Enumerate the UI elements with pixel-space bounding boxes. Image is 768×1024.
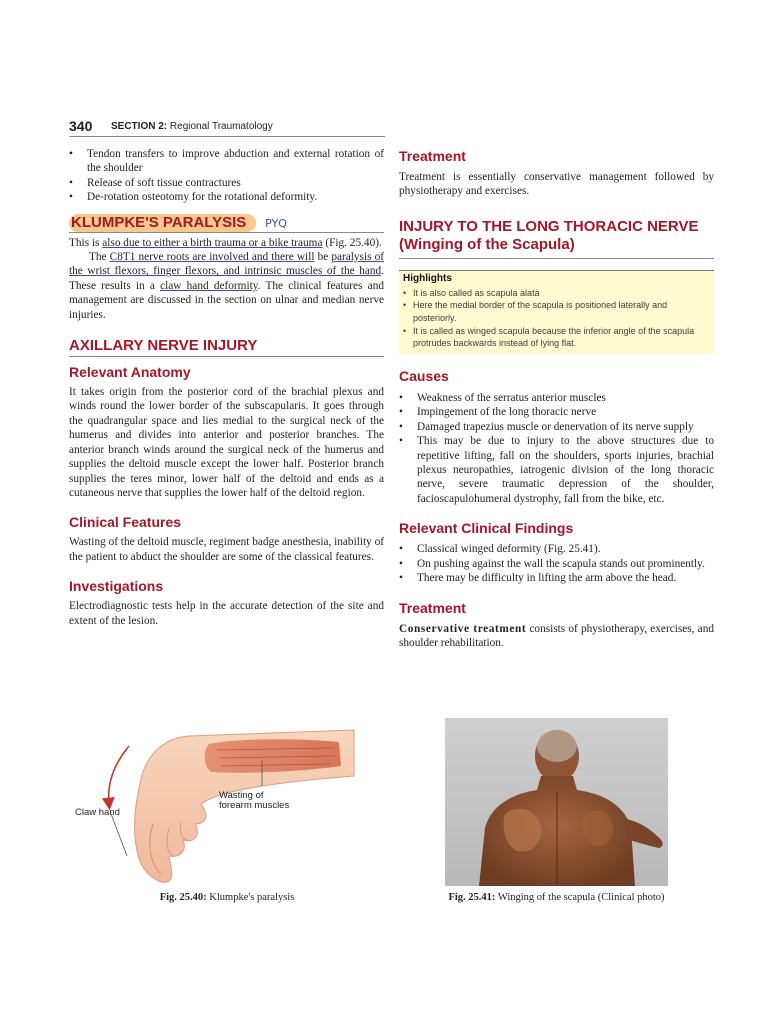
list-item: • Impingement of the long thoracic nerve	[399, 405, 714, 419]
treatment-paragraph: Treatment is essentially conservative management followed by physiotherapy and exercises.	[399, 171, 714, 198]
klumpke-paragraph-1: This is also due to either a birth trauma or a bike trauma (Fig. 25.40).	[69, 236, 382, 249]
highlights-list	[403, 287, 710, 351]
list-item: • This may be due to injury to the above structures due to repetitive lifting, fall on the shoulders, sports injuries, brachial plexus neuropathies, iatrogenic division of the long thoracic nerve, severe traumatic depression of the shoulder, facioscapulohumeral dystrophy, fall from the bike, etc.	[399, 434, 714, 506]
list-item: • Tendon transfers to improve abduction and external rotation of the shoulder	[69, 147, 384, 176]
axillary-heading: AXILLARY NERVE INJURY	[69, 337, 384, 357]
causes-list	[399, 391, 714, 506]
klumpke-paragraph-2: The C8T1 nerve roots are involved and there will be paralysis of the wrist flexors, finger flexors, and intrinsic muscles of the hand. These results in a claw hand deformity. The clinical features and management are discussed in the section on ulnar and median nerve injuries.	[69, 251, 384, 321]
klumpke-heading: KLUMPKE'S PARALYSIS	[71, 213, 247, 231]
intro-bullet-list	[69, 147, 384, 205]
page-number: 340	[69, 118, 93, 134]
findings-list	[399, 542, 714, 585]
causes-heading: Causes	[399, 368, 449, 385]
label-wasting-2: forearm muscles	[219, 800, 290, 811]
section-name: Regional Traumatology	[169, 121, 273, 132]
klumpke-hand-illustration	[69, 724, 389, 892]
list-item: • It is also called as scapula alata	[403, 287, 710, 300]
highlights-title: Highlights	[403, 272, 452, 284]
highlight-marker	[69, 214, 256, 232]
label-claw-hand: Claw hand	[75, 807, 120, 818]
anatomy-paragraph: It takes origin from the posterior cord of the brachial plexus and winds round the lower border of the subscapularis. It goes through the quadrangular space and lies medial to the surgical neck of the humerus and divides into anterior and posterior branches. The anterior branch winds around the surgical neck of the humerus and supplies the deltoid muscle except the lower half. Posterior branch supplies the teres minor, lower half of the deltoid and ends as a cutaneous nerve that supplies the lower half of the deltoid region.	[69, 386, 384, 499]
investigations-heading: Investigations	[69, 578, 164, 595]
list-item: • Classical winged deformity (Fig. 25.41).	[399, 542, 714, 556]
list-item: • Release of soft tissue contractures	[69, 176, 384, 190]
treatment-heading: Treatment	[399, 148, 466, 164]
handwritten-annotation: PYQ	[265, 216, 287, 230]
figure-caption-25-41: Fig. 25.41: Winging of the scapula (Clinical photo)	[448, 892, 665, 903]
treatment-2-paragraph: Conservative treatment consists of physiotherapy, exercises, and shoulder rehabilitation.	[399, 622, 714, 649]
section-title	[111, 121, 273, 132]
list-item: • Here the medial border of the scapula is positioned laterally and posteriorly.	[403, 299, 710, 324]
underlined-text: paralysis of the wrist flexors, finger flexors, and intrinsic muscles of the hand	[69, 251, 384, 278]
list-item: • It is called as winged scapula because the inferior angle of the scapula protrudes backwards instead of lying flat.	[403, 325, 710, 350]
treatment-2-heading: Treatment	[399, 599, 466, 616]
label-wasting-1: Wasting of	[219, 790, 264, 801]
figure-caption-25-40: Fig. 25.40: Klumpke's paralysis	[159, 892, 295, 903]
klumpke-heading-row	[69, 214, 384, 233]
clinical-features-heading: Clinical Features	[69, 514, 182, 531]
heading-rule	[399, 258, 714, 259]
running-header	[69, 118, 385, 137]
underlined-text: claw hand deformity	[160, 279, 258, 292]
anatomy-heading: Relevant Anatomy	[69, 364, 191, 381]
section-label: SECTION 2:	[111, 121, 168, 132]
list-item: • On pushing against the wall the scapula stands out prominently.	[399, 557, 714, 571]
highlights-box	[399, 270, 714, 354]
list-item: • Damaged trapezius muscle or denervation of its nerve supply	[399, 420, 714, 434]
left-column	[69, 147, 384, 628]
right-column	[399, 148, 714, 650]
list-item: • Weakness of the serratus anterior muscles	[399, 391, 714, 405]
winged-scapula-photo	[445, 718, 668, 886]
thoracic-heading: INJURY TO THE LONG THORACIC NERVE (Winging of the Scapula)	[399, 217, 699, 253]
findings-heading: Relevant Clinical Findings	[399, 520, 574, 537]
underlined-text: also due to either a birth trauma or a bike trauma	[102, 236, 323, 249]
investigations-paragraph: Electrodiagnostic tests help in the accurate detection of the site and extent of the lesion.	[69, 600, 384, 627]
list-item: • There may be difficulty in lifting the arm above the head.	[399, 571, 714, 585]
clinical-features-paragraph: Wasting of the deltoid muscle, regiment badge anesthesia, inability of the patient to abduct the shoulder are some of the classical features.	[69, 536, 385, 563]
list-item: • De-rotation osteotomy for the rotational deformity.	[69, 190, 384, 204]
underlined-text: C8T1 nerve roots are involved and there will	[109, 251, 315, 264]
